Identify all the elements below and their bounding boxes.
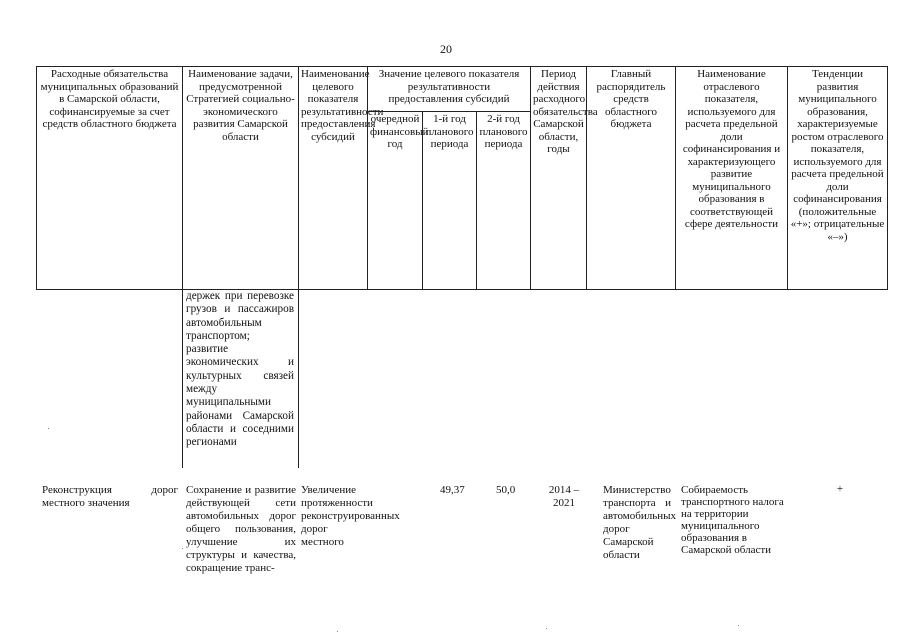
scan-speck bbox=[337, 631, 338, 632]
row-obligation: Реконструкция дорог местного значения bbox=[42, 484, 178, 509]
continuation-border-right bbox=[298, 289, 299, 468]
header-administrator: Главный распорядитель средств областного бюджета bbox=[586, 66, 676, 290]
row-indicator: Увеличение протяженности реконструированных дорог местного bbox=[301, 484, 400, 548]
row-period: 2014 – 2021 bbox=[548, 484, 580, 509]
scan-speck bbox=[738, 625, 739, 626]
page-number: 20 bbox=[440, 42, 452, 56]
scan-speck bbox=[182, 548, 183, 549]
row-administrator: Министерство транспорта и автомобильных дорог Самарской области bbox=[603, 484, 676, 561]
row-value-year2: 50,0 bbox=[496, 484, 516, 496]
row-value-year1: 49,37 bbox=[440, 484, 465, 496]
continuation-border-left bbox=[182, 289, 183, 468]
header-indicator: Наименование целевого показателя результативности предоставления субсидий bbox=[298, 66, 368, 290]
header-sector-indicator: Наименование отраслевого показателя, используемого для расчета предельной доли софинансирования и характеризующего развитие муниципального образования в соответствующей сфере деятельности bbox=[675, 66, 788, 290]
row-sector-indicator: Собираемость транспортного налога на территории муниципального образования в Самарской области bbox=[681, 484, 784, 556]
scan-speck bbox=[48, 428, 49, 429]
header-value-year2: 2-й год планового периода bbox=[476, 111, 531, 290]
task-continuation: держек при перевозке грузов и пассажиров автомобильным транспортом; развитие экономических и культурных связей между муниципальными районами Самарской области и соседними регионами bbox=[186, 290, 294, 449]
row-trend: + bbox=[836, 483, 844, 495]
header-values-group: Значение целевого показателя результативности предоставления субсидий bbox=[367, 66, 531, 112]
header-value-next-year: очередной финансовый год bbox=[367, 111, 423, 290]
header-obligations: Расходные обязательства муниципальных образований в Самарской области, софинансируемые за счет средств областного бюджета bbox=[36, 66, 183, 290]
header-value-year1: 1-й год планового периода bbox=[422, 111, 477, 290]
header-task: Наименование задачи, предусмотренной Стратегией социально-экономического развития Самарской области bbox=[182, 66, 299, 290]
header-period: Период действия расходного обязательства Самарской области, годы bbox=[530, 66, 587, 290]
header-trend: Тенденции развития муниципального образования, характеризуемые ростом отраслевого показателя, используемого для расчета предельной доли софинансирования (положительные «+»; отрицательные «–») bbox=[787, 66, 888, 290]
scan-speck bbox=[546, 628, 547, 629]
row-task: Сохранение и развитие действующей сети автомобильных дорог общего пользования, улучшение их структуры и качества, сокращение транс- bbox=[186, 484, 296, 574]
